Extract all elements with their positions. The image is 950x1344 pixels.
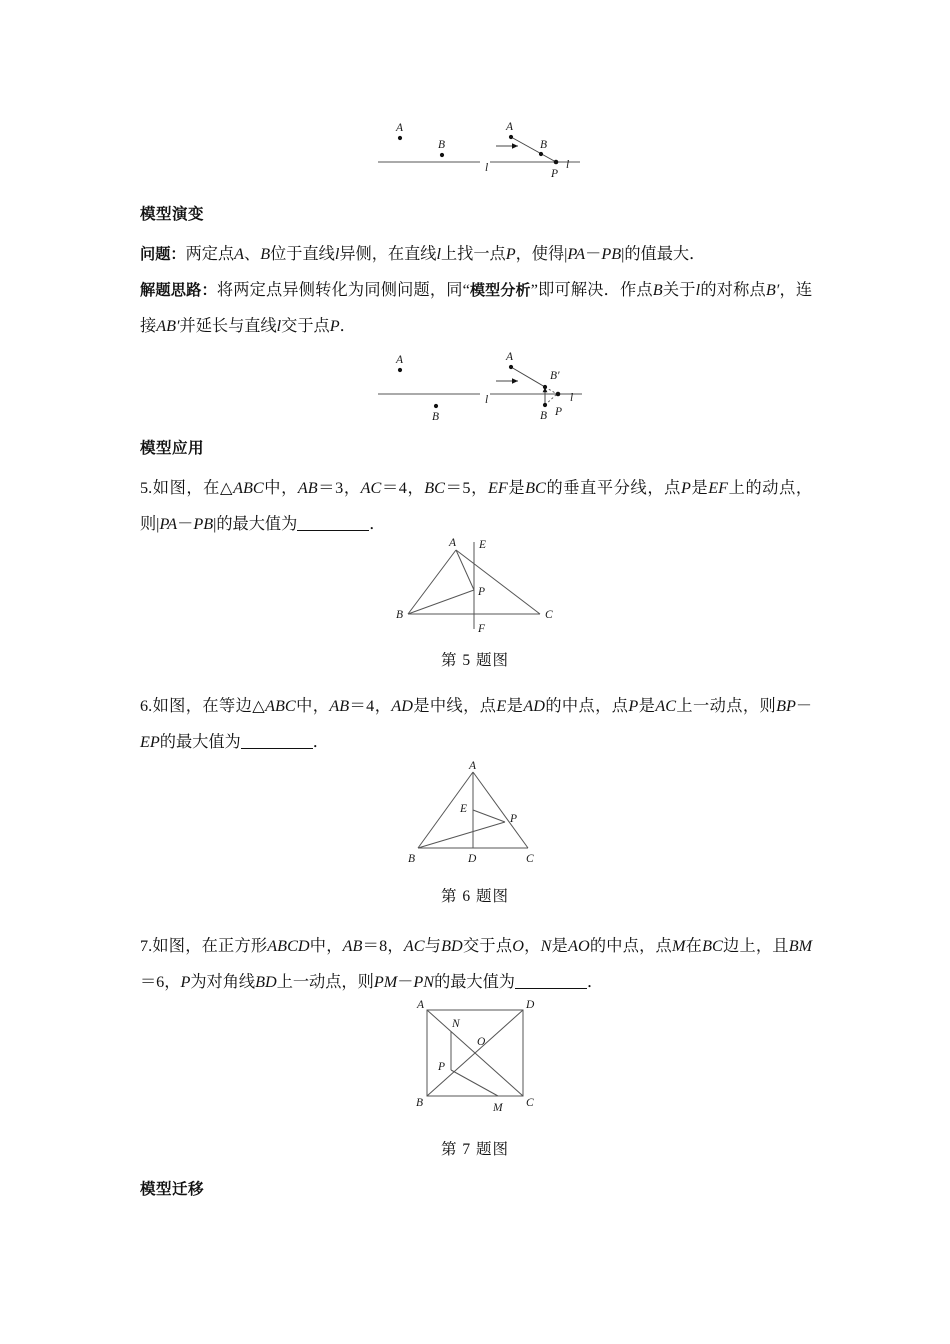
fig-top-label-l-left: l	[485, 162, 489, 174]
p7-var-o: O	[512, 937, 524, 955]
idea-t4: 的对称点	[700, 281, 766, 299]
heading-model-transfer: 模型迁移	[140, 1180, 205, 1198]
p7-t10: 为对角线	[190, 973, 256, 991]
p7-t2: 中，	[309, 937, 343, 955]
figure-problem-6	[400, 760, 560, 865]
problem-t5: ，使得|	[515, 245, 568, 263]
fig-mid-label-Bprime: B′	[550, 370, 560, 382]
p7-t13: ．	[587, 973, 604, 991]
fig6-label-B: B	[408, 853, 416, 865]
p6-t7: 上一动点，则	[676, 697, 777, 715]
fig-mid-label-A-left: A	[396, 354, 404, 366]
p7-t9: 边上，且	[722, 937, 789, 955]
p6-t9: ．	[312, 733, 329, 751]
p7-t3: 与	[424, 937, 442, 955]
p6-var-abc: ABC	[265, 697, 296, 715]
problem-6-number: 6.	[140, 697, 153, 715]
fig7-label-B: B	[416, 1097, 424, 1109]
p6-t6: 是	[638, 697, 656, 715]
fig-top-label-B-right: B	[540, 139, 548, 151]
p5-var-bc2: BC	[525, 479, 546, 497]
problem-t6: |的值最大．	[621, 245, 706, 263]
p6-t2: 中，	[295, 697, 330, 715]
idea-t5: ，连接	[140, 281, 813, 335]
fig-top-label-B-left: B	[438, 139, 446, 151]
fig-top-label-A-left: A	[396, 122, 404, 134]
fig5-label-A: A	[449, 537, 457, 549]
p5-var-ef2: EF	[708, 479, 729, 497]
p5-t5: 是	[690, 479, 709, 497]
problem-6-text	[140, 688, 812, 760]
p7-var-ac: AC	[403, 937, 425, 955]
p6-var-e: E	[496, 697, 507, 715]
p5-minus: －	[177, 515, 194, 533]
fig6-label-E: E	[460, 803, 468, 815]
problem-minus: －	[585, 245, 602, 263]
problem-var-b: B	[260, 245, 271, 263]
paragraph-problem	[140, 236, 812, 272]
p5-var-ef: EF	[487, 479, 508, 497]
p6-var-ab: AB	[329, 697, 350, 715]
p7-var-bm: BM	[788, 937, 813, 955]
p5-eq-ab: ＝3	[317, 479, 344, 497]
p7-var-n: N	[540, 937, 552, 955]
p7-sep2: ，	[164, 973, 181, 991]
figure-same-side-reflection	[370, 100, 600, 185]
idea-t7: 交于点	[281, 317, 330, 335]
figure-6-caption: 第 6 题图	[440, 888, 509, 905]
fig5-label-E: E	[479, 539, 487, 551]
p6-expr-ep: EP	[140, 733, 160, 751]
fig5-label-P: P	[478, 586, 486, 598]
idea-var-l: l	[695, 281, 701, 299]
p7-t7: 的中点，点	[589, 937, 672, 955]
p5-var-ac: AC	[360, 479, 382, 497]
p7-var-abcd: ABCD	[267, 937, 310, 955]
figure-problem-5	[388, 532, 568, 634]
p5-var-ab: AB	[297, 479, 318, 497]
figure-opposite-side-reflection	[370, 343, 600, 425]
fig7-label-P: P	[438, 1061, 446, 1073]
p7-sep1: ，	[387, 937, 404, 955]
fig-mid-label-P: P	[555, 406, 563, 418]
p5-sep3: ，	[470, 479, 488, 497]
problem-t4: 上找一点	[440, 245, 506, 263]
idea-var-l2: l	[276, 317, 282, 335]
p6-var-p: P	[628, 697, 639, 715]
figure-7-caption: 第 7 题图	[440, 1141, 509, 1158]
p5-expr-pa: PA	[159, 515, 178, 533]
fig-mid-label-B-left: B	[432, 411, 440, 423]
problem-t1: 两定点	[185, 245, 235, 263]
problem-7-number: 7.	[140, 937, 153, 955]
p5-t3: 是	[507, 479, 526, 497]
p5-answer-blank[interactable]	[297, 514, 369, 531]
p7-eq-bm: ＝6	[140, 973, 165, 991]
p5-t7: |的最大值为	[213, 515, 298, 533]
p7-t4: 交于点	[462, 937, 513, 955]
heading-model-evolution: 模型演变	[140, 205, 205, 223]
p5-var-p: P	[680, 479, 691, 497]
p7-expr-pn: PN	[413, 973, 435, 991]
p6-t3: 是中线，点	[412, 697, 497, 715]
p7-minus: －	[397, 973, 414, 991]
p6-expr-bp: BP	[776, 697, 796, 715]
idea-t2: ”即可解决．作点	[530, 281, 653, 299]
fig-top-label-l-right: l	[566, 159, 570, 171]
p6-sep1: ，	[374, 697, 392, 715]
problem-expr-pb: PB	[601, 245, 622, 263]
idea-bold-term: 模型分析	[469, 281, 531, 299]
p5-eq-bc: ＝5	[444, 479, 471, 497]
idea-t8: ．	[339, 317, 356, 335]
problem-sep: 、	[244, 245, 261, 263]
p7-t1: 如图，在正方形	[152, 937, 268, 955]
p7-t8: 在	[685, 937, 703, 955]
paragraph-solution-idea	[140, 272, 812, 344]
p7-answer-blank[interactable]	[515, 972, 587, 989]
p7-var-p: P	[180, 973, 191, 991]
fig6-label-D: D	[468, 853, 477, 865]
fig7-label-D: D	[526, 999, 535, 1011]
idea-t3: 关于	[662, 281, 696, 299]
fig-mid-label-l-right: l	[570, 392, 574, 404]
problem-7-text	[140, 928, 812, 1000]
p5-t6: 上的动点，则|	[140, 479, 813, 533]
p6-minus: －	[795, 697, 813, 715]
p5-var-bc: BC	[424, 479, 445, 497]
p6-var-ad: AD	[391, 697, 413, 715]
heading-model-application: 模型应用	[140, 439, 205, 457]
problem-var-a: A	[234, 245, 245, 263]
idea-t6: 并延长与直线	[179, 317, 277, 335]
p6-answer-blank[interactable]	[241, 732, 313, 749]
p7-t11: 上一动点，则	[276, 973, 374, 991]
fig6-label-A: A	[469, 760, 477, 772]
fig6-label-P: P	[510, 813, 518, 825]
fig7-label-A: A	[417, 999, 425, 1011]
problem-expr-pa: PA	[567, 245, 586, 263]
p7-t5: ，	[523, 937, 541, 955]
fig-mid-label-A-right: A	[506, 351, 514, 363]
p6-eq-ab: ＝4	[349, 697, 375, 715]
fig7-label-O: O	[477, 1036, 486, 1048]
fig-top-label-A-right: A	[506, 121, 514, 133]
idea-label: 解题思路：	[140, 281, 217, 299]
fig-mid-label-B-right: B	[540, 410, 548, 422]
p6-t4: 是	[506, 697, 524, 715]
fig7-label-N: N	[452, 1018, 460, 1030]
p7-var-bc: BC	[702, 937, 723, 955]
problem-5-number: 5.	[140, 479, 153, 497]
p5-expr-pb: PB	[193, 515, 214, 533]
p5-var-abc: ABC	[233, 479, 264, 497]
problem-label: 问题：	[140, 245, 186, 263]
figure-problem-7	[405, 998, 555, 1116]
p6-var-ad2: AD	[523, 697, 545, 715]
problem-t3: 异侧，在直线	[339, 245, 437, 263]
p5-t4: 的垂直平分线，点	[545, 479, 681, 497]
problem-var-l2: l	[436, 245, 441, 263]
p5-sep1: ，	[343, 479, 361, 497]
p6-t8: 的最大值为	[159, 733, 241, 751]
p7-var-bd2: BD	[255, 973, 277, 991]
figure-5-caption: 第 5 题图	[440, 652, 509, 669]
p5-sep2: ，	[406, 479, 425, 497]
fig7-label-M: M	[493, 1102, 503, 1114]
fig7-label-C: C	[526, 1097, 534, 1109]
p5-t1: 如图，在△	[152, 479, 234, 497]
p7-t6: 是	[551, 937, 569, 955]
fig5-label-B: B	[396, 609, 404, 621]
fig5-label-F: F	[478, 623, 486, 635]
problem-var-p: P	[505, 245, 516, 263]
problem-t2: 位于直线	[270, 245, 335, 263]
p7-var-m: M	[671, 937, 686, 955]
p7-var-bd: BD	[441, 937, 463, 955]
p7-var-ao: AO	[568, 937, 590, 955]
idea-t1: 将两定点异侧转化为同侧问题，同“	[216, 281, 470, 299]
idea-var-bprime: B′	[765, 281, 780, 299]
p6-t5: 的中点，点	[544, 697, 629, 715]
idea-var-b: B	[652, 281, 663, 299]
problem-var-l1: l	[334, 245, 340, 263]
p6-t1: 如图，在等边△	[152, 697, 266, 715]
p5-eq-ac: ＝4	[381, 479, 407, 497]
p6-var-ac: AC	[655, 697, 676, 715]
p5-t2: 中，	[263, 479, 298, 497]
p7-expr-pm: PM	[373, 973, 398, 991]
p7-t12: 的最大值为	[434, 973, 515, 991]
fig-top-label-P: P	[551, 168, 559, 180]
idea-var-abprime: AB′	[156, 317, 180, 335]
p5-t8: ．	[369, 515, 386, 533]
p7-var-ab: AB	[342, 937, 363, 955]
fig6-label-C: C	[526, 853, 534, 865]
fig5-label-C: C	[545, 609, 553, 621]
idea-var-p: P	[329, 317, 340, 335]
p7-eq-ab: ＝8	[362, 937, 388, 955]
fig-mid-label-l-left: l	[485, 394, 489, 406]
